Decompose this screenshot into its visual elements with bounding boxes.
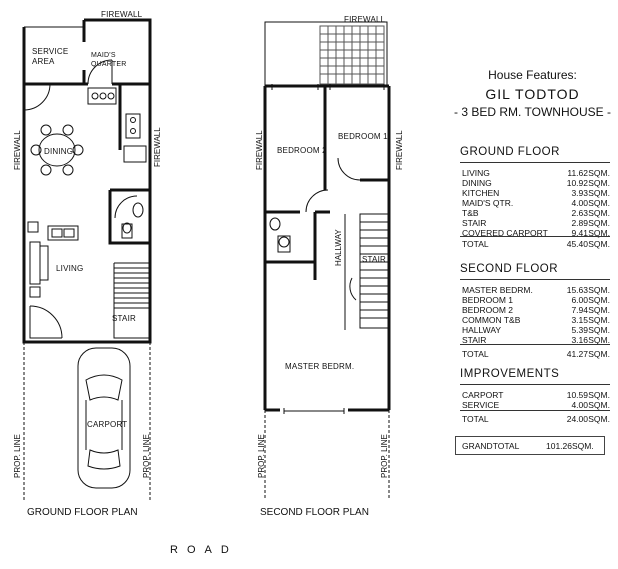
- firewall-label-top-second: FIREWALL: [344, 15, 386, 24]
- dining-label: DINING: [44, 147, 74, 156]
- table-row: COVERED CARPORT 9.41 SQM.: [462, 228, 610, 238]
- sofa-long: [30, 242, 40, 284]
- door-arc-living: [24, 84, 50, 110]
- ground-floor-rule: [460, 162, 610, 163]
- total-row: TOTAL 45.40 SQM.: [462, 239, 610, 249]
- table-row: STAIR 2.89 SQM.: [462, 218, 610, 228]
- features-title: House Features:: [488, 68, 577, 82]
- grand-total-unit: SQM.: [572, 441, 594, 451]
- table-row: COMMON T&B 3.15 SQM.: [462, 315, 610, 325]
- grand-total-label: GRANDTOTAL: [462, 441, 520, 451]
- house-subtitle: - 3 BED RM. TOWNHOUSE -: [454, 105, 611, 119]
- house-name: GIL TODTOD: [485, 86, 580, 102]
- roof-deck-outline: [265, 22, 387, 86]
- table-row: HALLWAY 5.39 SQM.: [462, 325, 610, 335]
- maids-quarter-label: MAID'S QUARTER: [91, 52, 127, 68]
- improvements-heading: IMPROVEMENTS: [460, 368, 560, 380]
- carport-label: CARPORT: [87, 420, 128, 429]
- table-row: SERVICE 4.00 SQM.: [462, 400, 610, 410]
- master-bedrm-label: MASTER BEDRM.: [285, 362, 355, 371]
- ground-stair-treads: [114, 263, 150, 338]
- table-row: DINING 10.92 SQM.: [462, 178, 610, 188]
- bedroom-2-label: BEDROOM 2: [277, 146, 327, 155]
- second-floor-rule: [460, 279, 610, 280]
- second-stair-treads: [360, 214, 389, 328]
- house-features-header: [450, 68, 615, 119]
- prop-line-label-right-ground: PROP. LINE: [142, 434, 151, 478]
- ground-floor-walls: [24, 20, 150, 342]
- living-label: LIVING: [56, 264, 84, 273]
- stair-label-second: STAIR: [362, 255, 386, 264]
- table-row: STAIR 3.16 SQM.: [462, 335, 610, 345]
- table-row: MASTER BEDRM. 15.63 SQM.: [462, 285, 610, 295]
- grand-total-value: 101.26: [546, 441, 572, 451]
- ground-floor-total-rule: [460, 236, 610, 237]
- prop-line-label-left-ground: PROP. LINE: [13, 434, 22, 478]
- total-row: TOTAL 24.00 SQM.: [462, 414, 610, 424]
- door-arc-entry: [30, 306, 62, 338]
- grand-total-box: [455, 436, 605, 455]
- total-row: TOTAL 41.27 SQM.: [462, 349, 610, 359]
- firewall-label-right-ground: FIREWALL: [153, 127, 162, 167]
- second-floor-total-rule: [460, 344, 610, 345]
- prop-line-label-left-second: PROP. LINE: [257, 434, 266, 478]
- table-row: LIVING 11.62 SQM.: [462, 168, 610, 178]
- table-row: T&B 2.63 SQM.: [462, 208, 610, 218]
- road-label: ROAD: [170, 544, 238, 556]
- service-area-label: SERVICE AREA: [32, 47, 69, 66]
- improvements-total-rule: [460, 410, 610, 411]
- balcony-tiles: [320, 26, 384, 84]
- table-row: MAID'S QTR. 4.00 SQM.: [462, 198, 610, 208]
- ground-floor-plan-caption: GROUND FLOOR PLAN: [27, 507, 138, 518]
- table-row: KITCHEN 3.93 SQM.: [462, 188, 610, 198]
- improvements-rule: [460, 384, 610, 385]
- hallway-label: HALLWAY: [334, 229, 343, 266]
- firewall-label-left-ground: FIREWALL: [13, 130, 22, 170]
- firewall-label-top-ground: FIREWALL: [101, 10, 143, 19]
- ground-floor-heading: GROUND FLOOR: [460, 146, 560, 158]
- firewall-label-left-second: FIREWALL: [255, 130, 264, 170]
- second-floor-heading: SECOND FLOOR: [460, 263, 559, 275]
- table-row: BEDROOM 2 7.94 SQM.: [462, 305, 610, 315]
- firewall-label-right-second: FIREWALL: [395, 130, 404, 170]
- table-row: CARPORT 10.59 SQM.: [462, 390, 610, 400]
- bedroom-1-label: BEDROOM 1: [338, 132, 388, 141]
- stair-label-ground: STAIR: [112, 314, 136, 323]
- second-floor-plan-caption: SECOND FLOOR PLAN: [260, 507, 369, 518]
- table-row: BEDROOM 1 6.00 SQM.: [462, 295, 610, 305]
- prop-line-label-right-second: PROP. LINE: [380, 434, 389, 478]
